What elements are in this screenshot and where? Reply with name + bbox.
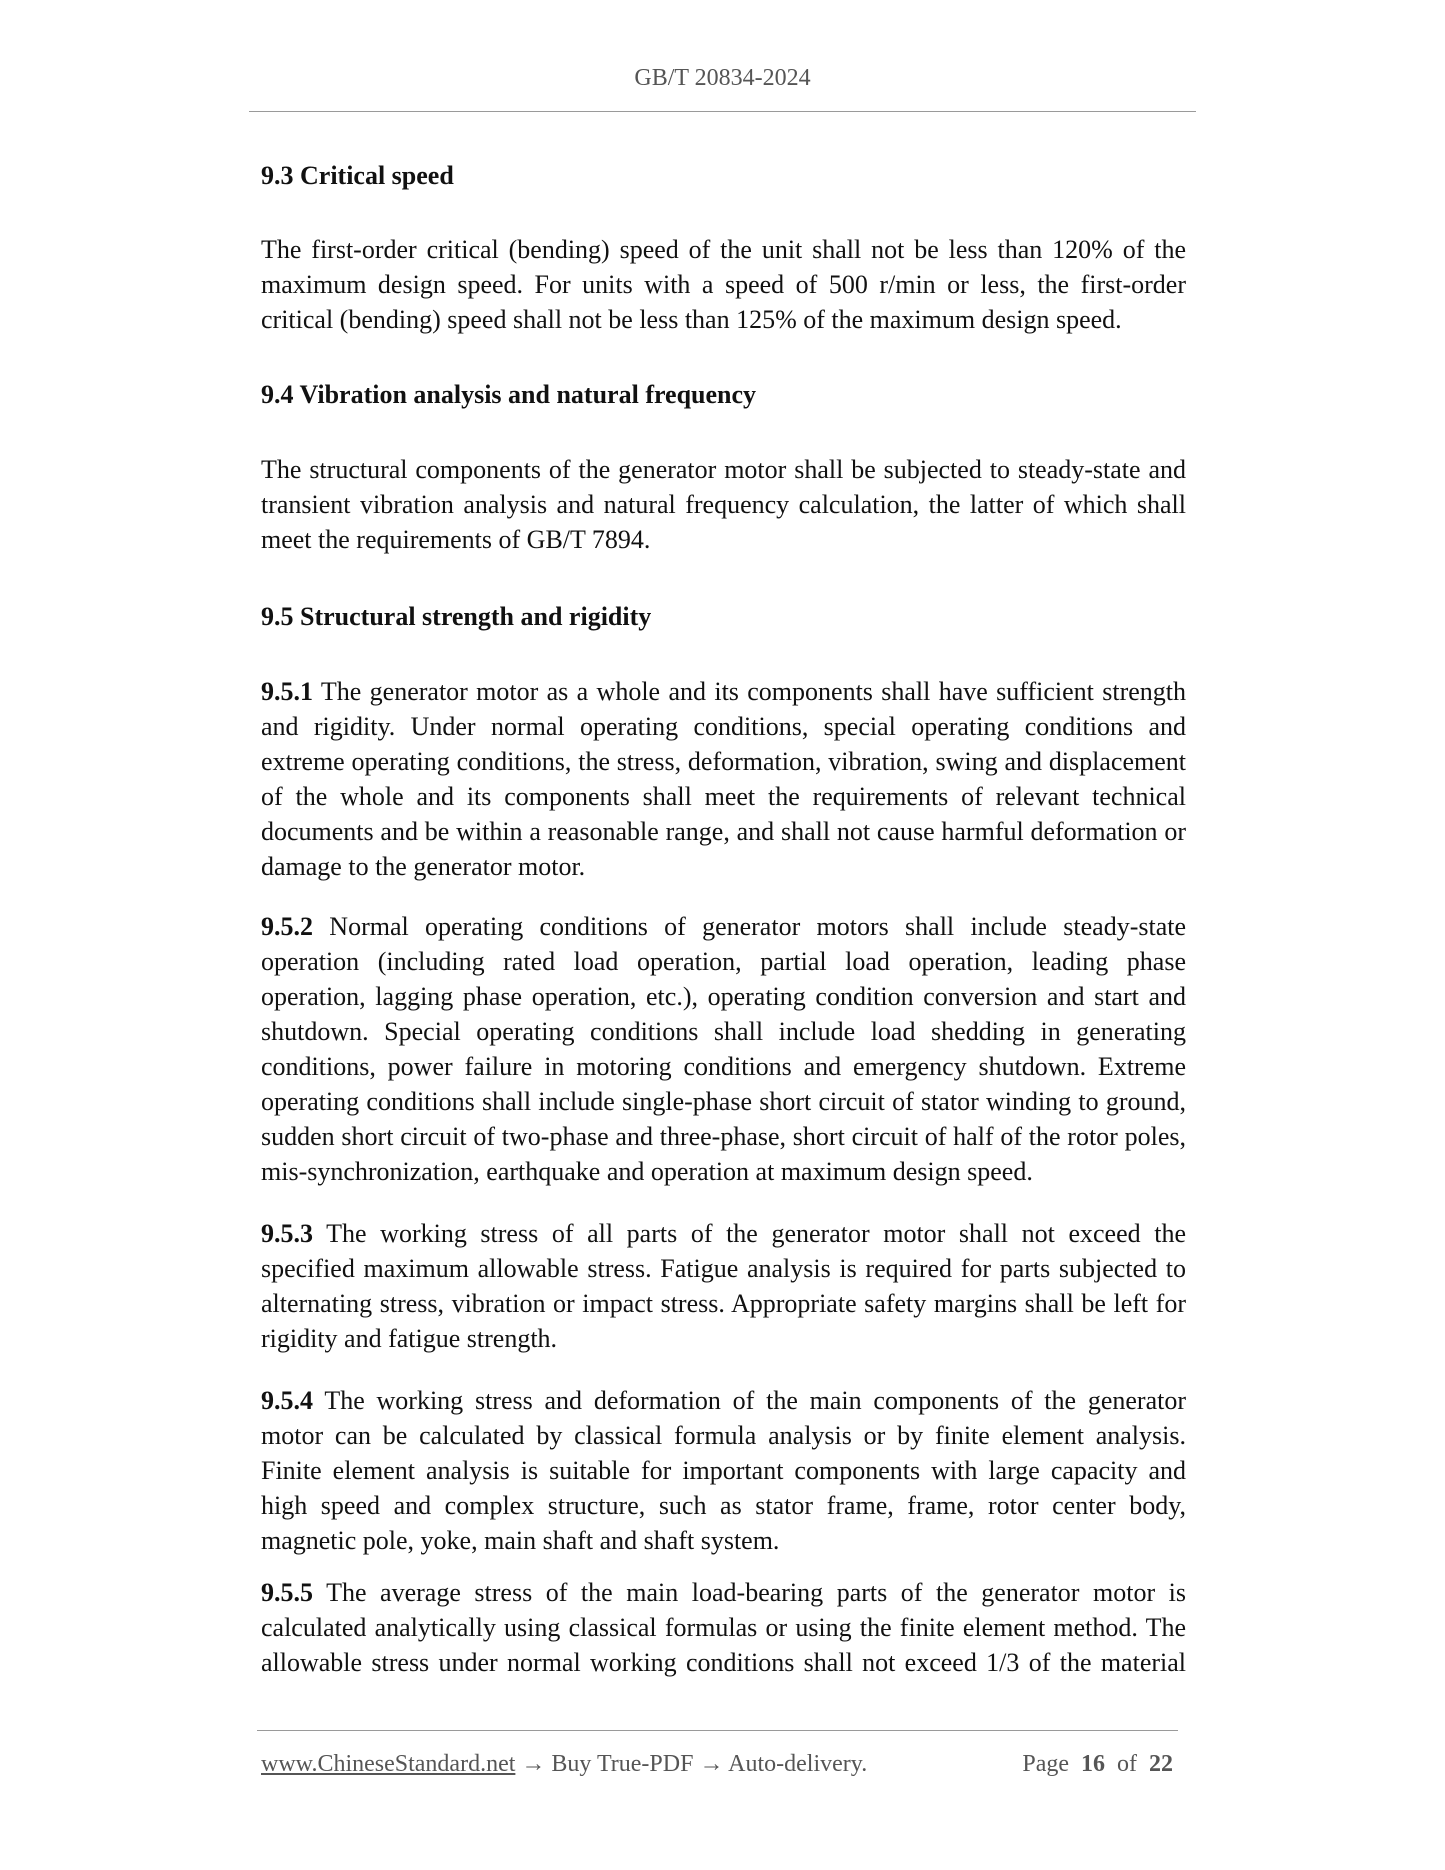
clause-9-5-5 (261, 1575, 1186, 1680)
section-heading-9-4: 9.4 Vibration analysis and natural frequency (261, 380, 757, 409)
clause-text: The working stress and deformation of the main components of the generator motor can be calculated by classical formula analysis or by finite element analysis. Finite element analysis is suitable for important components with large capacity and high speed and complex structure, such as stator frame, frame, rotor center body, magnetic pole, yoke, main shaft and shaft system. (261, 1386, 1186, 1555)
footer-promo (261, 1748, 867, 1780)
arrow-right-icon: → (521, 1751, 546, 1777)
website-link[interactable]: www.ChineseStandard.net (261, 1751, 516, 1777)
auto-delivery-text: Auto-delivery. (728, 1751, 868, 1777)
page-current: 16 (1081, 1751, 1105, 1777)
document-header-title: GB/T 20834-2024 (634, 65, 811, 91)
arrow-right-icon: → (699, 1751, 724, 1777)
clause-number: 9.5.4 (261, 1386, 313, 1415)
clause-number: 9.5.2 (261, 912, 313, 941)
clause-9-5-1 (261, 674, 1186, 884)
section-heading-9-3: 9.3 Critical speed (261, 161, 454, 190)
clause-number: 9.5.3 (261, 1219, 313, 1248)
header-divider (249, 111, 1196, 112)
clause-number: 9.5.5 (261, 1578, 313, 1607)
page-number (1022, 1748, 1173, 1780)
page-total: 22 (1149, 1751, 1173, 1777)
page-label: Page (1022, 1751, 1069, 1777)
section-9-4-paragraph: The structural components of the generator motor shall be subjected to steady-state and transient vibration analysis and natural frequency calculation, the latter of which shall meet the requirements of GB/T 7894. (261, 455, 1186, 554)
clause-number: 9.5.1 (261, 677, 313, 706)
clause-9-5-2 (261, 909, 1186, 1189)
clause-text: Normal operating conditions of generator motors shall include steady-state operation (including rated load operation, partial load operation, leading phase operation, lagging phase operation, etc.), operating condition conversion and start and shutdown. Special operating conditions shall include load shedding in generating conditions, power failure in motoring conditions and emergency shutdown. Extreme operating conditions shall include single-phase short circuit of stator winding to ground, sudden short circuit of two-phase and three-phase, short circuit of half of the rotor poles, mis-synchronization, earthquake and operation at maximum design speed. (261, 912, 1186, 1186)
clause-9-5-4 (261, 1383, 1186, 1558)
section-9-3-paragraph: The first-order critical (bending) speed of the unit shall not be less than 120% of the maximum design speed. For units with a speed of 500 r/min or less, the first-order critical (bending) speed shall not be less than 125% of the maximum design speed. (261, 235, 1186, 334)
clause-9-5-3 (261, 1216, 1186, 1356)
clause-text: The generator motor as a whole and its components shall have sufficient strength and rigidity. Under normal operating conditions, special operating conditions and extreme operating conditions, the stress, deformation, vibration, swing and displacement of the whole and its components shall meet the requirements of relevant technical documents and be within a reasonable range, and shall not cause harmful deformation or damage to the generator motor. (261, 677, 1187, 881)
page-footer (261, 1748, 1173, 1780)
page-of-label: of (1117, 1751, 1137, 1777)
clause-text: The average stress of the main load-bearing parts of the generator motor is calculated analytically using classical formulas or using the finite element method. The allowable stress under normal working conditions shall not exceed 1/3 of the material (261, 1578, 1186, 1677)
footer-divider (257, 1730, 1178, 1731)
section-heading-9-5: 9.5 Structural strength and rigidity (261, 602, 652, 631)
clause-text: The working stress of all parts of the generator motor shall not exceed the specified maximum allowable stress. Fatigue analysis is required for parts subjected to alternating stress, vibration or impact stress. Appropriate safety margins shall be left for rigidity and fatigue strength. (261, 1219, 1187, 1353)
buy-pdf-text: Buy True-PDF (551, 1751, 694, 1777)
